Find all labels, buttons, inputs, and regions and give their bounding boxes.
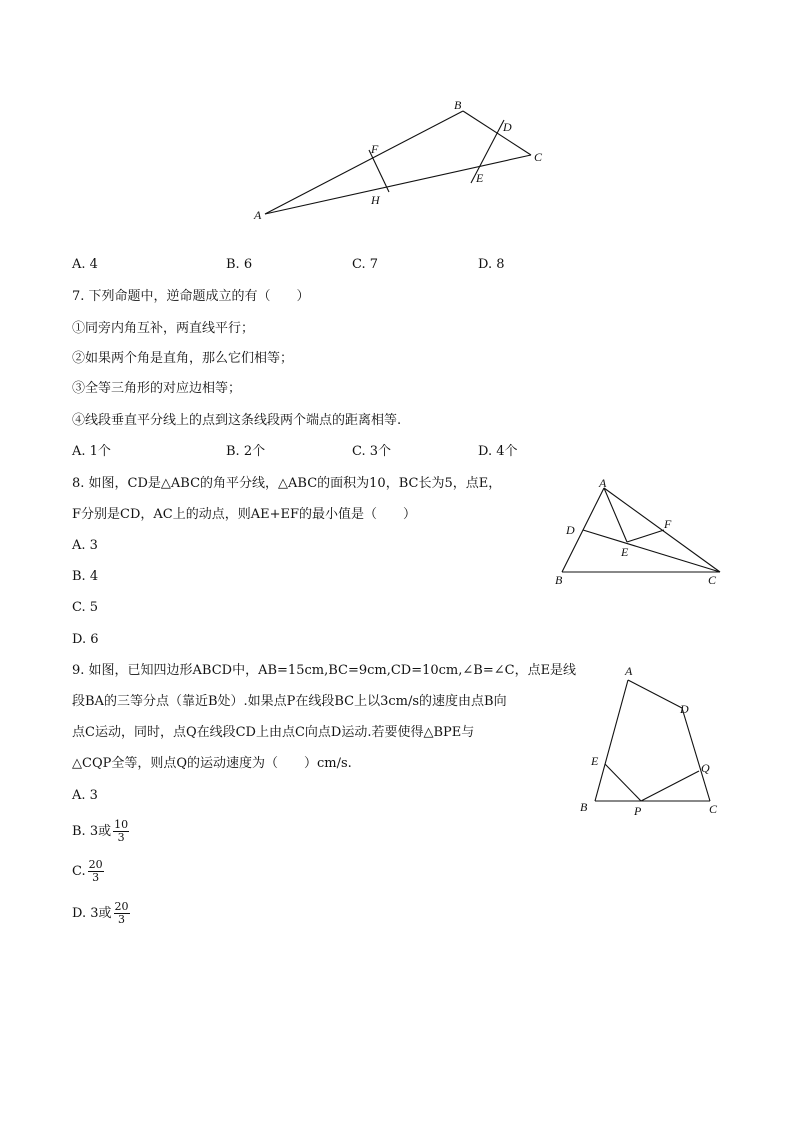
segment-AB [265, 111, 463, 214]
q7-option-d: D. 4个 [478, 444, 518, 459]
fraction-numerator: 10 [114, 818, 129, 831]
label-B: B [580, 800, 588, 814]
segment-AC [265, 155, 531, 214]
q7-option-a: A. 1个 [72, 444, 111, 459]
q9-stem-line2: 段BA的三等分点（靠近B处）.如果点P在线段BC上以3cm/s的速度由点B向 [72, 694, 507, 709]
segment-DC [682, 708, 710, 801]
q7-item-2: ②如果两个角是直角，那么它们相等； [72, 351, 294, 366]
q9-stem-line1: 9. 如图，已知四边形ABCD中，AB=15cm,BC=9cm,CD=10cm,∠B=∠C，点E是线 [72, 663, 577, 678]
figure-q8-triangle [545, 470, 735, 595]
q7-stem: 7. 下列命题中，逆命题成立的有（ ） [72, 289, 310, 304]
q9-option-c-fraction [88, 859, 104, 884]
q8-option-c: C. 5 [72, 600, 99, 615]
label-F: F [664, 517, 672, 531]
q9-option-d [72, 897, 130, 931]
q8-option-d: D. 6 [72, 632, 99, 647]
label-P: P [634, 804, 642, 818]
q7-item-4: ④线段垂直平分线上的点到这条线段两个端点的距离相等. [72, 413, 402, 428]
q9-stem-line4: △CQP全等，则点Q的运动速度为（ ）cm/s. [72, 756, 352, 771]
q9-option-c [72, 855, 104, 889]
q8-option-a: A. 3 [72, 538, 98, 553]
label-C: C [534, 150, 543, 164]
label-D: D [680, 702, 689, 716]
label-A: A [599, 476, 607, 490]
q9-option-d-fraction [114, 901, 130, 926]
q9-option-a: A. 3 [72, 788, 98, 803]
perp-bisector-FH [369, 150, 389, 192]
q9-option-c-prefix: C. [72, 864, 86, 879]
segment-EP [605, 764, 641, 801]
q8-option-b: B. 4 [72, 569, 99, 584]
q9-option-b [72, 815, 129, 849]
label-F: F [371, 142, 379, 156]
label-D: D [503, 120, 512, 134]
q7-option-b: B. 2个 [226, 444, 266, 459]
q9-option-b-fraction [113, 819, 129, 844]
segment-PQ [641, 771, 699, 801]
fraction-denominator: 3 [92, 871, 100, 884]
label-A: A [625, 664, 633, 678]
q6-option-b: B. 6 [226, 257, 253, 272]
figure-q9-quadrilateral [570, 655, 730, 820]
segment-CD [583, 530, 720, 572]
label-Q: Q [701, 761, 710, 775]
figure-q6-triangle [240, 90, 560, 230]
q9-option-d-prefix: D. 3或 [72, 906, 112, 921]
q6-option-a: A. 4 [72, 257, 98, 272]
label-B: B [454, 98, 462, 112]
label-E: E [621, 545, 629, 559]
segment-EF [627, 530, 664, 542]
label-C: C [708, 573, 717, 587]
segment-AD [628, 680, 682, 708]
q8-stem-line2: F分别是CD，AC上的动点，则AE+EF的最小值是（ ） [72, 507, 417, 522]
q7-item-3: ③全等三角形的对应边相等； [72, 381, 242, 396]
fraction-numerator: 20 [88, 858, 103, 871]
label-A: A [254, 208, 262, 222]
q7-item-1: ①同旁内角互补，两直线平行； [72, 321, 255, 336]
label-E: E [591, 754, 599, 768]
label-C: C [709, 802, 718, 816]
q6-option-d: D. 8 [478, 257, 505, 272]
label-B: B [555, 573, 563, 587]
fraction-numerator: 20 [114, 900, 129, 913]
q9-stem-line3: 点C运动，同时，点Q在线段CD上由点C向点D运动.若要使得△BPE与 [72, 725, 475, 740]
q9-option-b-prefix: B. 3或 [72, 824, 112, 839]
label-H: H [371, 193, 380, 207]
label-E: E [476, 171, 484, 185]
label-D: D [566, 523, 575, 537]
fraction-denominator: 3 [118, 913, 125, 926]
q8-stem-line1: 8. 如图，CD是△ABC的角平分线，△ABC的面积为10，BC长为5，点E， [72, 476, 502, 491]
q6-option-c: C. 7 [352, 257, 379, 272]
fraction-denominator: 3 [117, 831, 125, 844]
q7-option-c: C. 3个 [352, 444, 392, 459]
